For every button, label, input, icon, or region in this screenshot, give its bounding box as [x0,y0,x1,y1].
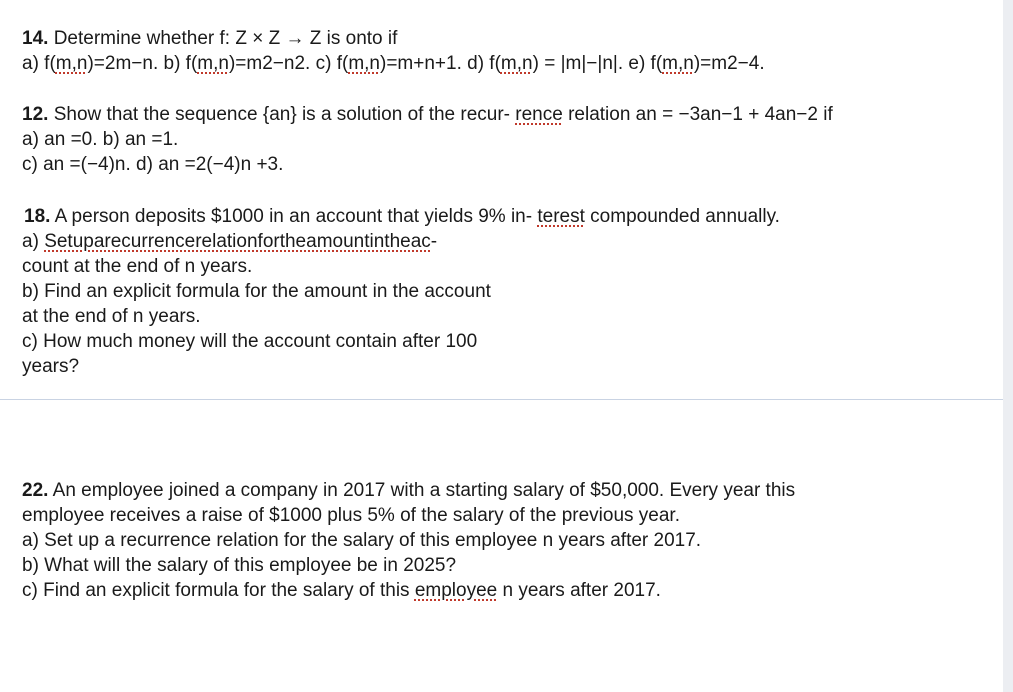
question-18 [22,204,993,379]
q14-heading [22,26,993,51]
q22-part-b: b) What will the salary of this employee be in 2025? [22,555,457,576]
q14-parts: a) f(m,n)=2m−n. b) f(m,n)=m2−n2. c) f(m,n)=m+n+1. d) f(m,n) = |m|−|n|. e) f(m,n)=m2−4. [22,53,765,74]
q18-heading: 18. A person deposits $1000 in an account that yields 9% in- terest compounded annually. [24,206,780,227]
q22-number: 22. [22,480,49,501]
spellcheck-word: employee [414,580,498,601]
q18-number: 18. [24,206,51,227]
section-divider [0,399,1003,400]
q22-part-c: c) Find an explicit formula for the salary of this employee n years after 2017. [22,580,661,601]
q18-part-b-cont: at the end of n years. [22,306,201,327]
q12-parts-cd: c) an =(−4)n. d) an =2(−4)n +3. [22,154,284,175]
q18-part-a: a) Setuparecurrencerelationfortheamountintheac- [22,231,438,252]
q22-heading: 22. An employee joined a company in 2017 with a starting salary of $50,000. Every year this [22,480,796,501]
q18-part-a-cont: count at the end of n years. [22,256,253,277]
q12-number: 12. [22,104,49,125]
spellcheck-word: terest [537,206,585,227]
q12-heading: 12. Show that the sequence {an} is a solution of the recur- rence relation an = −3an−1 + 4an−2 if [22,104,833,125]
q12-parts-ab: a) an =0. b) an =1. [22,129,179,150]
spellcheck-word: Setuparecurrencerelationfortheamountintheac [44,231,431,252]
spellcheck-word: m,n [662,53,694,74]
spellcheck-word: m,n [500,53,533,74]
q18-part-c-cont: years? [22,356,80,377]
spellcheck-word: m,n [55,53,88,74]
q18-part-b: b) Find an explicit formula for the amount in the account [22,281,491,302]
spellcheck-word: m,n [348,53,380,74]
question-22 [22,478,993,603]
question-14 [22,26,993,76]
q22-heading-cont: employee receives a raise of $1000 plus 5% of the salary of the previous year. [22,505,680,526]
question-12 [22,102,993,177]
spellcheck-word: m,n [197,53,229,74]
q22-part-a: a) Set up a recurrence relation for the salary of this employee n years after 2017. [22,530,702,551]
q14-prompt: Determine whether f: Z × Z → Z is onto if [48,28,398,49]
q14-number: 14. [22,28,49,49]
spellcheck-word: rence [515,104,563,125]
scrollbar-track[interactable] [1003,0,1013,692]
q18-part-c: c) How much money will the account contain after 100 [22,331,478,352]
